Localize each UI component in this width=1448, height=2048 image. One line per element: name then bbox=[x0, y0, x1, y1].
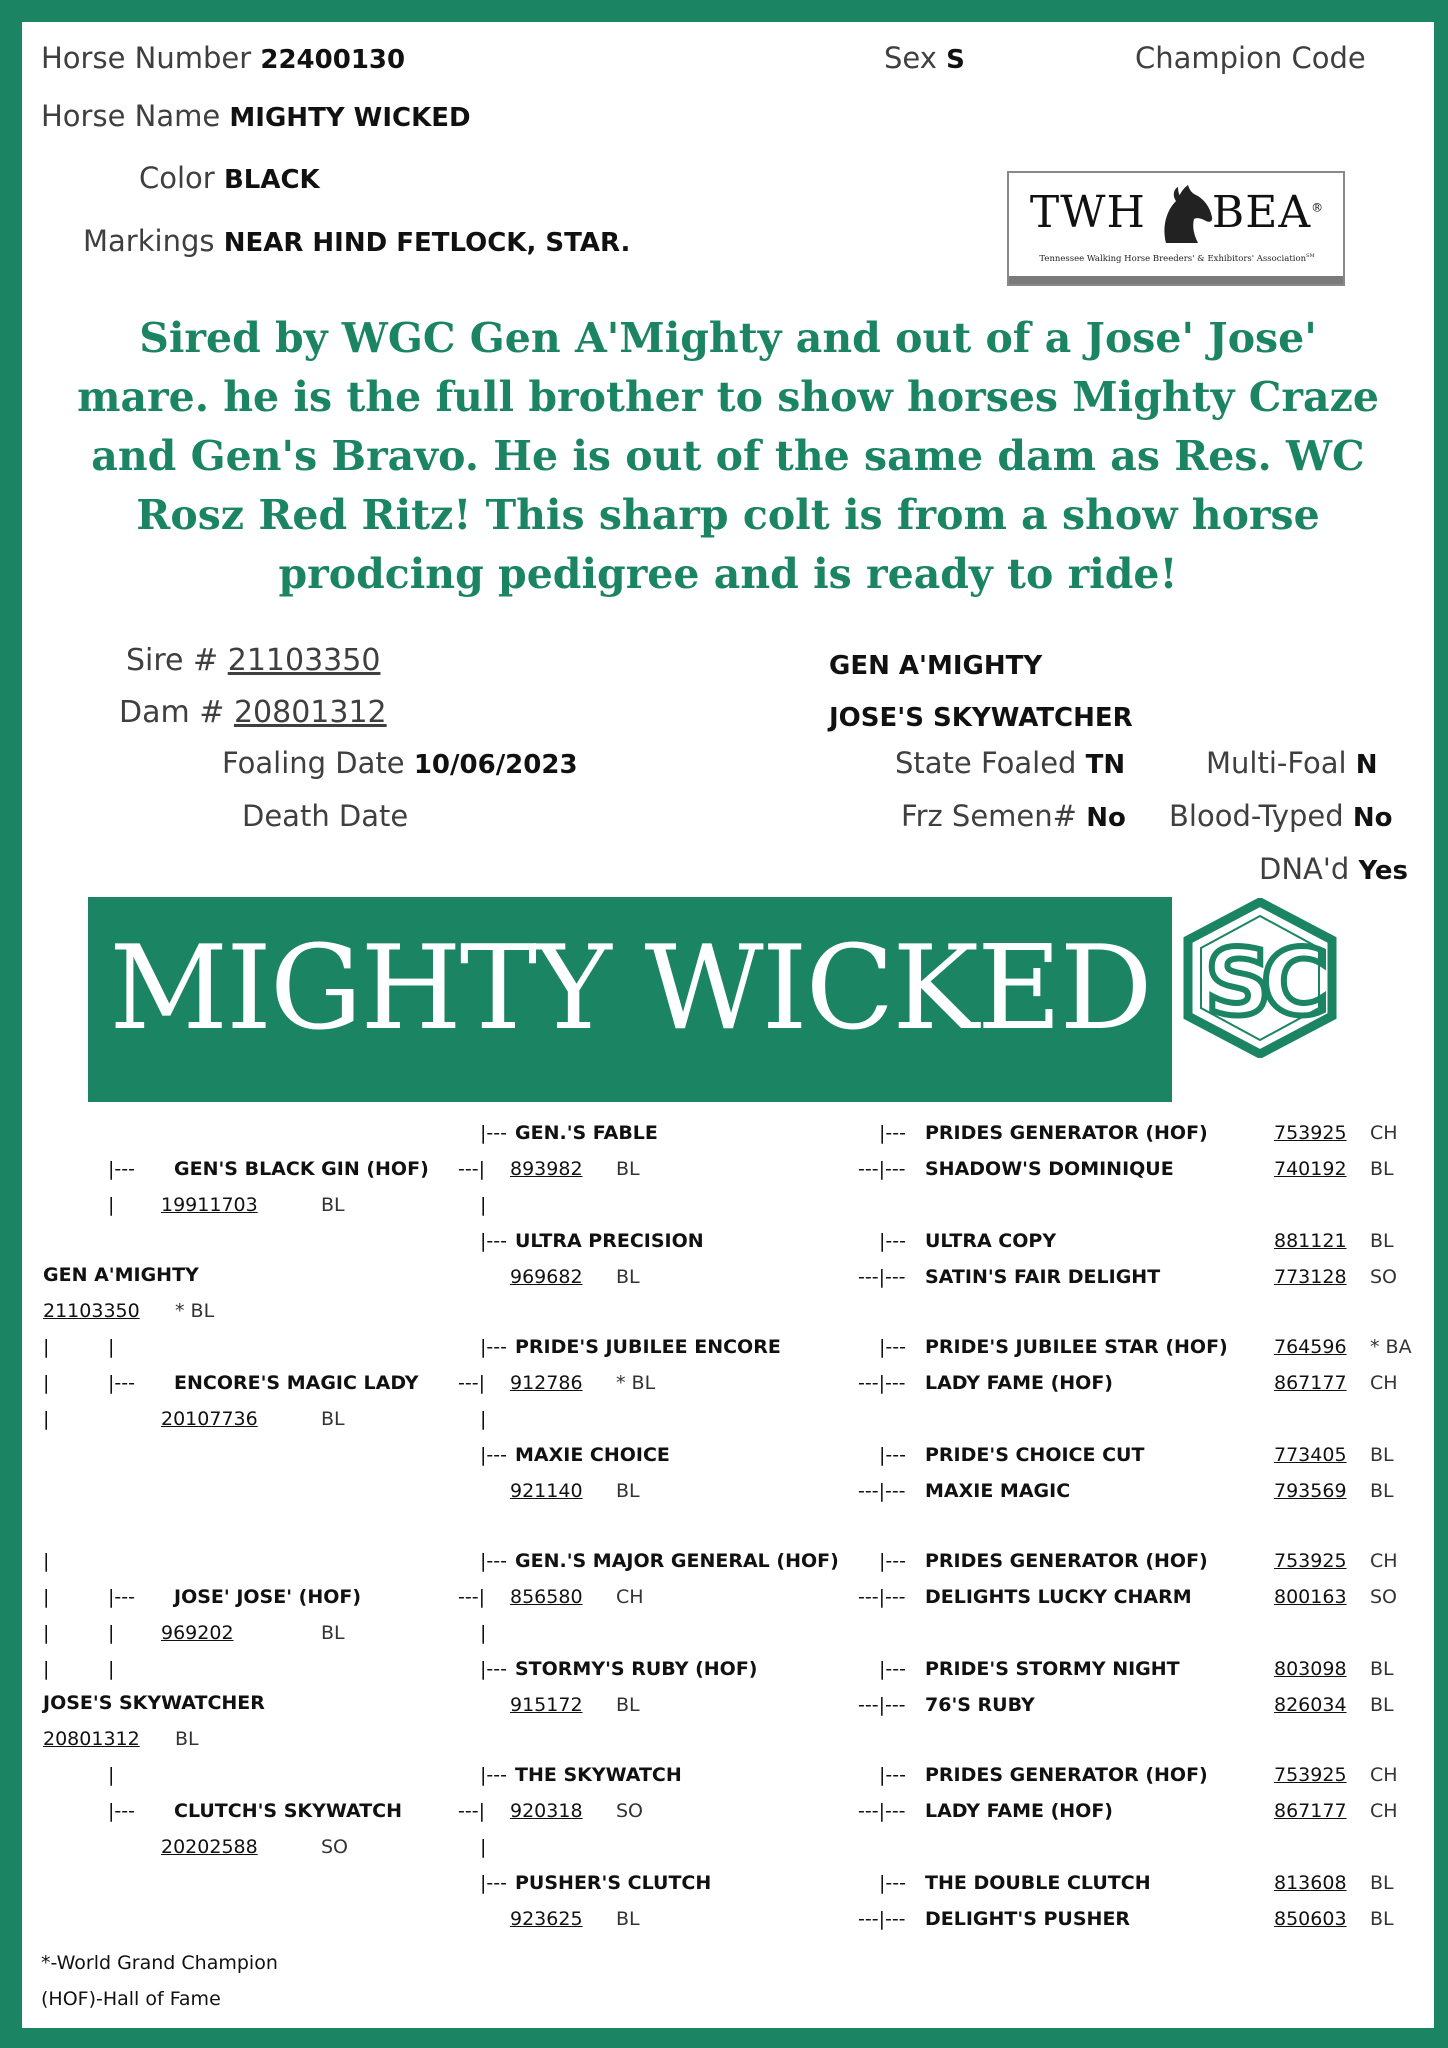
g3-ancestor-name: DELIGHT'S PUSHER bbox=[925, 1908, 1131, 1930]
markings-label: Markings bbox=[83, 224, 215, 258]
frz-semen-row bbox=[901, 799, 1126, 833]
sex-row bbox=[884, 41, 965, 75]
g3-ancestor-code: BL bbox=[1370, 1872, 1394, 1894]
horse-name-label: Horse Name bbox=[41, 99, 221, 133]
g3-ancestor-code: BL bbox=[1370, 1444, 1394, 1466]
g3-ancestor-code: CH bbox=[1370, 1122, 1398, 1144]
horse-head-icon bbox=[1152, 181, 1216, 247]
g3-ancestor-name: PRIDE'S STORMY NIGHT bbox=[925, 1658, 1180, 1680]
great-grandparent-code: BL bbox=[616, 1480, 640, 1502]
description-line: mare. he is the full brother to show horses Mighty Craze bbox=[77, 373, 1379, 421]
grandparent-number[interactable]: 20107736 bbox=[161, 1408, 258, 1430]
g3-ancestor-name: MAXIE MAGIC bbox=[925, 1480, 1071, 1502]
g3-ancestor-name: ULTRA COPY bbox=[925, 1230, 1057, 1252]
twhbea-association-name: Tennessee Walking Horse Breeders' & Exhibitors' Association℠ bbox=[1039, 253, 1315, 264]
g3-ancestor-code: BL bbox=[1370, 1480, 1394, 1502]
sire-label: Sire # bbox=[126, 643, 219, 678]
sc-letters: SC bbox=[1205, 929, 1319, 1036]
dam-number-link[interactable]: 20801312 bbox=[233, 695, 387, 730]
great-grandparent-code: BL bbox=[616, 1694, 640, 1716]
twhbea-wordmark: TWH BEA® bbox=[1029, 187, 1325, 238]
great-grandparent-code: * BL bbox=[616, 1372, 656, 1394]
g3-ancestor-code: BL bbox=[1370, 1658, 1394, 1680]
great-grandparent-name: PRIDE'S JUBILEE ENCORE bbox=[515, 1336, 781, 1358]
g3-ancestor-name: PRIDES GENERATOR (HOF) bbox=[925, 1122, 1208, 1144]
g3-ancestor-name: DELIGHTS LUCKY CHARM bbox=[925, 1586, 1192, 1608]
g3-ancestor-code: BL bbox=[1370, 1230, 1394, 1252]
great-grandparent-number[interactable]: 923625 bbox=[510, 1908, 583, 1930]
g3-ancestor-code: BL bbox=[1370, 1694, 1394, 1716]
horse-name-row bbox=[41, 99, 471, 133]
champion-code-label: Champion Code bbox=[1135, 41, 1366, 75]
multi-foal-label: Multi-Foal bbox=[1206, 746, 1347, 780]
great-grandparent-number[interactable]: 969682 bbox=[510, 1266, 583, 1288]
grandparent-name: ENCORE'S MAGIC LADY bbox=[174, 1372, 419, 1394]
frz-semen-value: No bbox=[1086, 803, 1126, 833]
grandparent-number[interactable]: 20202588 bbox=[161, 1836, 258, 1858]
pedigree-dam-number[interactable]: 20801312 bbox=[43, 1728, 140, 1750]
great-grandparent-name: GEN.'S MAJOR GENERAL (HOF) bbox=[515, 1550, 839, 1572]
great-grandparent-name: ULTRA PRECISION bbox=[515, 1230, 704, 1252]
g3-ancestor-name: PRIDES GENERATOR (HOF) bbox=[925, 1550, 1208, 1572]
logo-shadow bbox=[1009, 276, 1343, 284]
great-grandparent-name: GEN.'S FABLE bbox=[515, 1122, 658, 1144]
horse-name-value: MIGHTY WICKED bbox=[229, 103, 471, 133]
g3-ancestor-number[interactable]: 800163 bbox=[1274, 1586, 1347, 1608]
horse-number-row bbox=[41, 41, 406, 75]
g3-ancestor-code: * BA bbox=[1370, 1336, 1412, 1358]
g3-ancestor-name: LADY FAME (HOF) bbox=[925, 1372, 1113, 1394]
foaling-date-value: 10/06/2023 bbox=[413, 750, 578, 780]
g3-ancestor-number[interactable]: 867177 bbox=[1274, 1800, 1347, 1822]
great-grandparent-name: STORMY'S RUBY (HOF) bbox=[515, 1658, 758, 1680]
great-grandparent-name: PUSHER'S CLUTCH bbox=[515, 1872, 712, 1894]
sire-number-link[interactable]: 21103350 bbox=[227, 643, 381, 678]
grandparent-code: BL bbox=[321, 1194, 345, 1216]
grandparent-number[interactable]: 19911703 bbox=[161, 1194, 258, 1216]
state-foaled-label: State Foaled bbox=[895, 746, 1077, 780]
sex-value: S bbox=[946, 45, 965, 75]
g3-ancestor-code: CH bbox=[1370, 1550, 1398, 1572]
horse-number-value: 22400130 bbox=[260, 45, 406, 75]
g3-ancestor-number[interactable]: 867177 bbox=[1274, 1372, 1347, 1394]
g3-ancestor-number[interactable]: 803098 bbox=[1274, 1658, 1347, 1680]
sc-brand-logo bbox=[1182, 898, 1338, 1058]
blood-typed-value: No bbox=[1352, 803, 1393, 833]
g3-ancestor-number[interactable]: 773128 bbox=[1274, 1266, 1347, 1288]
grandparent-number[interactable]: 969202 bbox=[161, 1622, 234, 1644]
death-date-label: Death Date bbox=[242, 799, 409, 833]
twhbea-logo bbox=[1007, 171, 1345, 286]
g3-ancestor-code: SO bbox=[1370, 1266, 1398, 1288]
dam-name: JOSE'S SKYWATCHER bbox=[829, 703, 1133, 733]
description-line: Rosz Red Ritz! This sharp colt is from a show horse bbox=[136, 491, 1320, 539]
g3-ancestor-number[interactable]: 753925 bbox=[1274, 1764, 1347, 1786]
pedigree-sire-name: GEN A'MIGHTY bbox=[43, 1264, 199, 1286]
state-foaled-row bbox=[895, 746, 1126, 780]
sire-row bbox=[126, 643, 381, 678]
sire-name: GEN A'MIGHTY bbox=[829, 651, 1043, 681]
g3-ancestor-name: THE DOUBLE CLUTCH bbox=[925, 1872, 1151, 1894]
g3-ancestor-name: LADY FAME (HOF) bbox=[925, 1800, 1113, 1822]
grandparent-name: CLUTCH'S SKYWATCH bbox=[174, 1800, 403, 1822]
g3-ancestor-code: CH bbox=[1370, 1800, 1398, 1822]
blood-typed-row bbox=[1169, 799, 1393, 833]
multi-foal-row bbox=[1206, 746, 1378, 780]
description-line: and Gen's Bravo. He is out of the same dam as Res. WC bbox=[91, 432, 1365, 480]
g3-ancestor-number[interactable]: 773405 bbox=[1274, 1444, 1347, 1466]
frz-semen-label: Frz Semen# bbox=[901, 799, 1077, 833]
horse-description bbox=[32, 309, 1424, 604]
dnad-label: DNA'd bbox=[1259, 852, 1350, 886]
g3-ancestor-code: BL bbox=[1370, 1908, 1394, 1930]
g3-ancestor-code: CH bbox=[1370, 1764, 1398, 1786]
dam-label: Dam # bbox=[119, 695, 225, 730]
great-grandparent-code: BL bbox=[616, 1158, 640, 1180]
state-foaled-value: TN bbox=[1085, 750, 1126, 780]
great-grandparent-code: CH bbox=[616, 1586, 644, 1608]
markings-row bbox=[83, 224, 631, 258]
legend-hall-of-fame: (HOF)-Hall of Fame bbox=[41, 1988, 221, 2010]
great-grandparent-name: THE SKYWATCH bbox=[515, 1764, 682, 1786]
g3-ancestor-name: 76'S RUBY bbox=[925, 1694, 1035, 1716]
registration-sheet: Horse Number 22400130 Sex S Champion Code Horse Name MIGHTY WICKED Color BLACK Markings NEAR HIND FETLOCK, STAR. TWH BEA® Tennessee Walking Horse Breeders' & Exhibitors' Association℠ Sired by WGC Gen A'Mighty and out of a Jose' Jose' mare. he is the full brother to show horses Mighty Craze and Gen's Bravo. He is out of the same dam as Res. WC Rosz Red Ritz! This sharp colt is from a show horse prodcing pedigree and is ready to ride! Sire # 21103350 GEN A'MIGHTY Dam # 20801312 JOSE'S SKYWATCHER Foaling Date 10/06/2023 State Foaled TN Multi-Foal N Death Date Frz Semen# No Blood-Typed No DNA'd Yes MIGHTY WICKED SC GEN A'MIGHTY 21103350 * BL JOSE'S SKYWATCHER 20801312 BL |--- | | | | |--- | | | |--- | | | | | |--- GEN'S BLACK GIN (HOF) 19911703 BL ENCORE'S MAGIC LADY 20107736 BL JOSE' JOSE' (HOF) 969202 BL CLUTCH'S SKYWATCH 20202588 SO |--- ---| | |--- |--- ---| | |--- |--- ---| | |--- |--- ---| | |--- GEN.'S FABLE 893982 BL ULTRA PRECISION 969682 BL PRIDE'S JUBILEE ENCORE 912786 * BL MAXIE CHOICE 921140 BL GEN.'S MAJOR GENERAL (HOF) 856580 CH STORMY'S RUBY (HOF) 915172 BL THE SKYWATCH 920318 SO PUSHER'S CLUTCH 923625 BL |--- PRIDES GENERATOR (HOF) 753925 CH ---|--- SHADOW'S DOMINIQUE 740192 BL |--- ULTRA COPY 881121 BL ---|--- SATIN'S FAIR DELIGHT 773128 SO |--- PRIDE'S JUBILEE STAR (HOF) 764596 * BA ---|--- LADY FAME (HOF) 867177 CH |--- PRIDE'S CHOICE CUT 773405 BL ---|--- MAXIE MAGIC 793569 BL |--- PRIDES GENERATOR (HOF) 753925 CH ---|--- DELIGHTS LUCKY CHARM 800163 SO |--- PRIDE'S STORMY NIGHT 803098 BL ---|--- 76'S RUBY 826034 BL |--- PRIDES GENERATOR (HOF) 753925 CH ---|--- LADY FAME (HOF) 867177 CH |--- THE DOUBLE CLUTCH 813608 BL ---|--- DELIGHT'S PUSHER 850603 BL *-World Grand Champion (HOF)-Hall of Fame bbox=[22, 22, 1434, 2028]
grandparent-code: SO bbox=[321, 1836, 349, 1858]
great-grandparent-number[interactable]: 921140 bbox=[510, 1480, 583, 1502]
g3-ancestor-number[interactable]: 740192 bbox=[1274, 1158, 1347, 1180]
horse-number-label: Horse Number bbox=[41, 41, 252, 75]
g3-ancestor-code: SO bbox=[1370, 1586, 1398, 1608]
g3-ancestor-number[interactable]: 764596 bbox=[1274, 1336, 1347, 1358]
color-value: BLACK bbox=[223, 165, 320, 195]
description-line: prodcing pedigree and is ready to ride! bbox=[278, 550, 1178, 598]
g3-ancestor-number[interactable]: 793569 bbox=[1274, 1480, 1347, 1502]
g3-ancestor-name: PRIDE'S JUBILEE STAR (HOF) bbox=[925, 1336, 1228, 1358]
g3-ancestor-number[interactable]: 753925 bbox=[1274, 1550, 1347, 1572]
g3-ancestor-number[interactable]: 850603 bbox=[1274, 1908, 1347, 1930]
description-line: Sired by WGC Gen A'Mighty and out of a Jose' Jose' bbox=[139, 314, 1317, 362]
grandparent-code: BL bbox=[321, 1622, 345, 1644]
horse-name-banner bbox=[88, 897, 1172, 1102]
markings-value: NEAR HIND FETLOCK, STAR. bbox=[223, 228, 631, 258]
dam-name-row bbox=[829, 702, 1133, 731]
great-grandparent-number[interactable]: 920318 bbox=[510, 1800, 583, 1822]
great-grandparent-code: BL bbox=[616, 1908, 640, 1930]
color-label: Color bbox=[139, 161, 215, 195]
great-grandparent-number[interactable]: 856580 bbox=[510, 1586, 583, 1608]
g3-ancestor-number[interactable]: 881121 bbox=[1274, 1230, 1347, 1252]
multi-foal-value: N bbox=[1355, 750, 1378, 780]
great-grandparent-number[interactable]: 912786 bbox=[510, 1372, 583, 1394]
dnad-value: Yes bbox=[1358, 856, 1409, 886]
banner-horse-name: MIGHTY WICKED bbox=[109, 921, 1151, 1056]
g3-ancestor-name: PRIDES GENERATOR (HOF) bbox=[925, 1764, 1208, 1786]
grandparent-code: BL bbox=[321, 1408, 345, 1430]
great-grandparent-number[interactable]: 893982 bbox=[510, 1158, 583, 1180]
sire-name-row bbox=[829, 650, 1042, 679]
g3-ancestor-code: CH bbox=[1370, 1372, 1398, 1394]
grandparent-name: JOSE' JOSE' (HOF) bbox=[174, 1586, 362, 1608]
g3-ancestor-name: PRIDE'S CHOICE CUT bbox=[925, 1444, 1145, 1466]
g3-ancestor-name: SATIN'S FAIR DELIGHT bbox=[925, 1266, 1161, 1288]
pedigree-sire-number[interactable]: 21103350 bbox=[43, 1300, 140, 1322]
pedigree-sire-code: * BL bbox=[175, 1300, 215, 1322]
great-grandparent-name: MAXIE CHOICE bbox=[515, 1444, 670, 1466]
foaling-date-row bbox=[222, 746, 578, 780]
g3-ancestor-number[interactable]: 826034 bbox=[1274, 1694, 1347, 1716]
g3-ancestor-number[interactable]: 753925 bbox=[1274, 1122, 1347, 1144]
great-grandparent-code: SO bbox=[616, 1800, 644, 1822]
pedigree-dam-name: JOSE'S SKYWATCHER bbox=[43, 1692, 265, 1714]
g3-ancestor-code: BL bbox=[1370, 1158, 1394, 1180]
great-grandparent-number[interactable]: 915172 bbox=[510, 1694, 583, 1716]
foaling-date-label: Foaling Date bbox=[222, 746, 405, 780]
dam-row bbox=[119, 695, 387, 730]
grandparent-name: GEN'S BLACK GIN (HOF) bbox=[174, 1158, 429, 1180]
sex-label: Sex bbox=[884, 41, 937, 75]
legend-world-grand-champion: *-World Grand Champion bbox=[41, 1952, 278, 1974]
blood-typed-label: Blood-Typed bbox=[1169, 799, 1344, 833]
g3-ancestor-number[interactable]: 813608 bbox=[1274, 1872, 1347, 1894]
dnad-row bbox=[1259, 852, 1409, 886]
g3-ancestor-name: SHADOW'S DOMINIQUE bbox=[925, 1158, 1174, 1180]
color-row bbox=[139, 161, 320, 195]
great-grandparent-code: BL bbox=[616, 1266, 640, 1288]
pedigree-dam-code: BL bbox=[175, 1728, 199, 1750]
